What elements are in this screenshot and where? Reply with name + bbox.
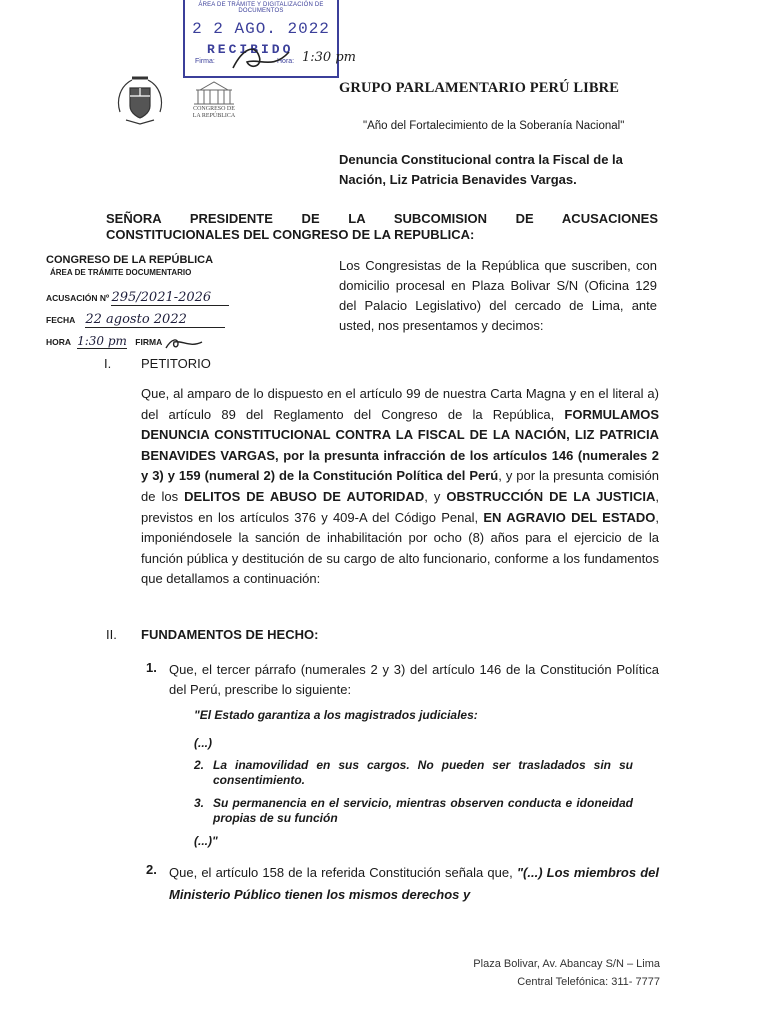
stamp-hora-label: Hora: xyxy=(277,58,295,65)
firma-signature-mark xyxy=(164,336,204,350)
registry-stamp-institution: CONGRESO DE LA REPÚBLICA xyxy=(46,254,214,266)
stamp-hour-handwritten: 1:30 pm xyxy=(302,50,356,65)
intro-paragraph: Los Congresistas de la República que suscriben, con domicilio procesal en Plaza Bolivar S/N (Oficina 129 del Palacio Legislativo) del cercado de Lima, ante usted, nos presentamos y decimos: xyxy=(339,258,657,333)
stamp-firma-label: Firma: xyxy=(195,58,215,65)
item-2-text-a: Que, el artículo 158 de la referida Constitución señala que, xyxy=(169,865,517,880)
item-2-text xyxy=(169,862,659,906)
section-1-number: I. xyxy=(104,356,112,371)
quote-item-2-text: La inamovilidad en sus cargos. No pueden ser trasladados sin su consentimiento. xyxy=(213,758,633,787)
footer-phone: Central Telefónica: 311- 7777 xyxy=(517,976,660,988)
parliamentary-group-name: GRUPO PARLAMENTARIO PERÚ LIBRE xyxy=(339,80,619,96)
peru-coat-of-arms-icon xyxy=(112,72,168,128)
stamp-received: RECIBIDO xyxy=(207,42,294,57)
registry-fecha-row xyxy=(46,312,225,328)
stamp-date: 2 2 AGO. 2022 xyxy=(192,20,330,38)
hora-label: HORA xyxy=(46,337,71,347)
petitorio-part-g: , y xyxy=(424,488,447,504)
quote-ellipsis-close: (...)" xyxy=(194,834,218,848)
quote-item-2-number: 2. xyxy=(194,758,205,772)
footer-address: Plaza Bolivar, Av. Abancay S/N – Lima xyxy=(473,958,660,970)
item-2-number: 2. xyxy=(146,862,157,877)
petitorio-part-e: , y por la presunta comisión de los xyxy=(141,468,659,504)
petitorio-part-j: EN AGRAVIO DEL ESTADO xyxy=(483,509,656,525)
stamp-header: ÁREA DE TRÁMITE Y DIGITALIZACIÓN DE DOCUMENTOS xyxy=(198,2,324,14)
quote-ellipsis-open: (...) xyxy=(194,736,212,750)
item-1-number: 1. xyxy=(146,660,157,675)
hora-value: 1:30 pm xyxy=(77,334,127,348)
acusacion-value: 295/2021-2026 xyxy=(111,290,229,306)
addressee-line1: SEÑORA PRESIDENTE DE LA SUBCOMISION DE ACUSACIONES xyxy=(106,211,658,226)
petitorio-part-d: por la presunta infracción de los artículos 146 (numerales 2 y 3) y 159 (numeral 2) de la Constitución Política del Perú xyxy=(141,447,659,484)
signature-mark xyxy=(229,40,299,74)
petitorio-part-k: , imponiéndosele la sanción de inhabilitación por ocho (8) años para el ejercicio de la función pública y destitución de su cargo de alto funcionario, conforme a los fundamentos que detallamos a continuación: xyxy=(141,509,660,587)
addressee xyxy=(106,211,658,243)
petitorio-part-b: FORMULAMOS DENUNCIA CONSTITUCIONAL CONTRA LA FISCAL DE LA NACIÓN, LIZ PATRICIA BENAVIDES VARGAS, xyxy=(141,406,659,463)
section-1-title: PETITORIO xyxy=(141,356,211,371)
reception-stamp xyxy=(183,0,339,78)
item-1-text: Que, el tercer párrafo (numerales 2 y 3) del artículo 146 de la Constitución Política del Perú, prescribe lo siguiente: xyxy=(169,662,659,697)
congress-logo-label: CONGRESO DE LA REPÚBLICA xyxy=(192,106,236,119)
congress-logo xyxy=(190,80,238,126)
fecha-value: 22 agosto 2022 xyxy=(85,312,225,328)
petitorio-part-a: Que, al amparo de lo dispuesto en el artículo 99 de nuestra Carta Magna y en el literal a) del artículo 89 del Reglamento del Congreso de la República, xyxy=(141,386,659,422)
congress-building-icon xyxy=(190,80,238,106)
petitorio-part-i: , previstos en los artículos 376 y 409-A del Código Penal, xyxy=(141,488,659,525)
registry-stamp-area: ÁREA DE TRÁMITE DOCUMENTARIO xyxy=(50,268,192,277)
firma-label: FIRMA xyxy=(135,337,162,347)
section-2-number: II. xyxy=(106,627,117,642)
acusacion-label: ACUSACIÓN Nº xyxy=(46,293,110,303)
quote-item-3-number: 3. xyxy=(194,796,205,810)
registry-hora-row xyxy=(46,334,204,350)
registry-stamp xyxy=(46,254,246,354)
petitorio-paragraph xyxy=(141,384,659,590)
footer xyxy=(440,955,660,991)
document-title: Denuncia Constitucional contra la Fiscal de la Nación, Liz Patricia Benavides Vargas. xyxy=(339,152,623,187)
item-2-text-quote: "(...) Los miembros del Ministerio Público tienen los mismos derechos y xyxy=(169,865,659,902)
section-2-title: FUNDAMENTOS DE HECHO: xyxy=(141,627,319,642)
quote-intro: "El Estado garantiza a los magistrados judiciales: xyxy=(194,708,478,722)
registry-acusacion-row xyxy=(46,290,229,306)
year-motto: "Año del Fortalecimiento de la Soberanía Nacional" xyxy=(363,120,625,132)
addressee-line2: CONSTITUCIONALES DEL CONGRESO DE LA REPUBLICA: xyxy=(106,227,475,242)
petitorio-part-f: DELITOS DE ABUSO DE AUTORIDAD xyxy=(184,488,425,504)
quote-item-3-text: Su permanencia en el servicio, mientras observen conducta e idoneidad propias de su función xyxy=(213,796,633,825)
petitorio-part-h: OBSTRUCCIÓN DE LA JUSTICIA xyxy=(446,488,656,504)
fecha-label: FECHA xyxy=(46,315,75,325)
